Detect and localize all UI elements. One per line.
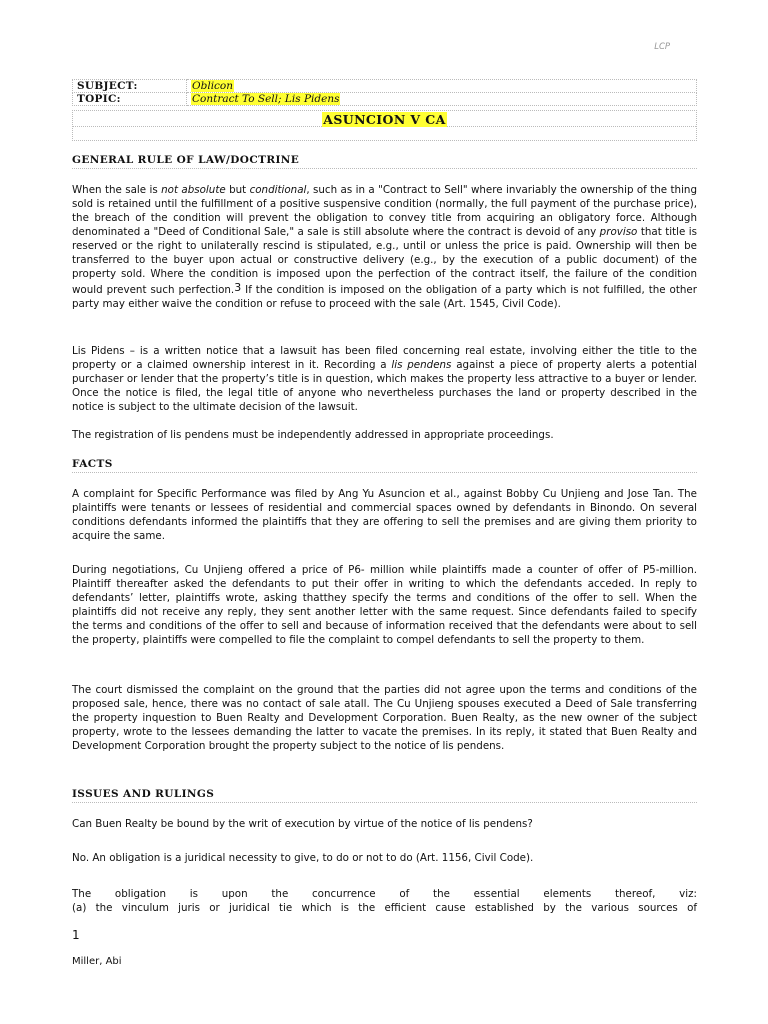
topic-label: TOPIC: [73, 93, 187, 106]
subject-row [73, 80, 697, 93]
footnote-marker: 3 [234, 281, 242, 294]
general-paragraph-2 [72, 344, 697, 414]
subject-label: SUBJECT: [73, 80, 187, 93]
case-title: ASUNCION V CA [323, 112, 446, 127]
subject-cell [187, 80, 697, 93]
section-heading-issues: ISSUES AND RULINGS [72, 788, 697, 803]
topic-row [73, 93, 697, 106]
title-box [72, 110, 697, 141]
issue-paragraph-line-1: The obligation is upon the concurrence of the essential elements thereof, viz: [72, 888, 697, 900]
emphasis-text: conditional [249, 184, 307, 196]
footer-author: Miller, Abi [72, 956, 122, 967]
issue-answer: No. An obligation is a juridical necessity to give, to do or not to do (Art. 1156, Civil Code). [72, 852, 534, 864]
meta-table [72, 79, 697, 106]
page-number: 1 [72, 928, 80, 942]
header-initials: LCP [654, 42, 670, 52]
issue-paragraph-line-2: (a) the vinculum juris or juridical tie which is the efficient cause established by the various sources of [72, 902, 697, 914]
general-paragraph-1 [72, 183, 697, 311]
general-paragraph-3: The registration of lis pendens must be independently addressed in appropriate proceedings. [72, 429, 554, 441]
emphasis-text: not absolute [161, 184, 226, 196]
text-run: When the sale is [72, 184, 162, 196]
text-run: but [225, 184, 250, 196]
emphasis-text: proviso [599, 226, 638, 238]
case-title-wrap [73, 112, 696, 127]
facts-paragraph-2: During negotiations, Cu Unjieng offered a price of P6- million while plaintiffs made a counter of offer of P5-million. Plaintiff thereafter asked the defendants to put their offer in writing to which the defendants acceded. In reply to defendants’ letter, plaintiffs wrote, asking thatthey specify the terms and conditions of the offer to sell. When the plaintiffs did not receive any reply, they sent another letter with the same request. Since defendants failed to specify the terms and conditions of the offer to sell and because of information received that the defendants were about to sell the property, plaintiffs were compelled to file the complaint to compel defendants to sell the property to them. [72, 564, 697, 646]
facts-paragraph-3: The court dismissed the complaint on the ground that the parties did not agree upon the terms and conditions of the proposed sale, hence, there was no contact of sale atall. The Cu Unjieng spouses executed a Deed of Sale transferring the property inquestion to Buen Realty and Development Corporation. Buen Realty, as the new owner of the subject property, wrote to the lessees demanding the latter to vacate the premises. In its reply, it stated that Buen Realty and Development Corporation brought the property subject to the notice of lis pendens. [72, 684, 697, 752]
text-run: Lis Pidens – is a written notice that a lawsuit has been filed concerning real estate, involving either the title to the property or a claimed ownership interest in it. Recording a [72, 345, 697, 371]
text-run: that title is reserved or the right to unilaterally rescind is stipulated, e.g., until or unless the price is paid. Ownership will then be transferred to the buyer upon actual or constructive delivery (e.g., by the execution of a public document) of the property sold. Where the condition is imposed upon the perfection of the contract itself, the failure of the condition would prevent such perfection. [72, 226, 698, 296]
topic-cell [187, 93, 697, 106]
emphasis-text: lis pendens [391, 359, 452, 371]
section-heading-general: GENERAL RULE OF LAW/DOCTRINE [72, 154, 697, 169]
subject-value: Oblicon [192, 80, 234, 92]
text-run: against a piece of property alerts a potential purchaser or lender that the property’s title is in question, which makes the property less attractive to a buyer or lender. Once the notice is filed, the legal title of anyone who nevertheless purchases the land or property described in the notice is subject to the ultimate decision of the lawsuit. [72, 359, 697, 413]
facts-paragraph-1: A complaint for Specific Performance was filed by Ang Yu Asuncion et al., against Bobby Cu Unjieng and Jose Tan. The plaintiffs were tenants or lessees of residential and commercial spaces owned by defendants in Binondo. On several conditions defendants informed the plaintiffs that they are offering to sell the premises and are giving them priority to acquire the same. [72, 488, 697, 542]
text-run: If the condition is imposed on the obligation of a party which is not fulfilled, the other party may either waive the condition or refuse to proceed with the sale (Art. 1545, Civil Code). [72, 284, 697, 310]
text-run: , such as in a "Contract to Sell" where invariably the ownership of the thing sold is retained until the fulfillment of a positive suspensive condition (normally, the full payment of the purchase price), the breach of the condition will prevent the obligation to convey title from acquiring an obligatory force. Although denominated a "Deed of Conditional Sale," a sale is still absolute where the contract is devoid of any [72, 184, 697, 238]
topic-value: Contract To Sell; Lis Pidens [192, 93, 340, 105]
issue-question: Can Buen Realty be bound by the writ of execution by virtue of the notice of lis pendens? [72, 818, 533, 830]
section-heading-facts: FACTS [72, 458, 697, 473]
